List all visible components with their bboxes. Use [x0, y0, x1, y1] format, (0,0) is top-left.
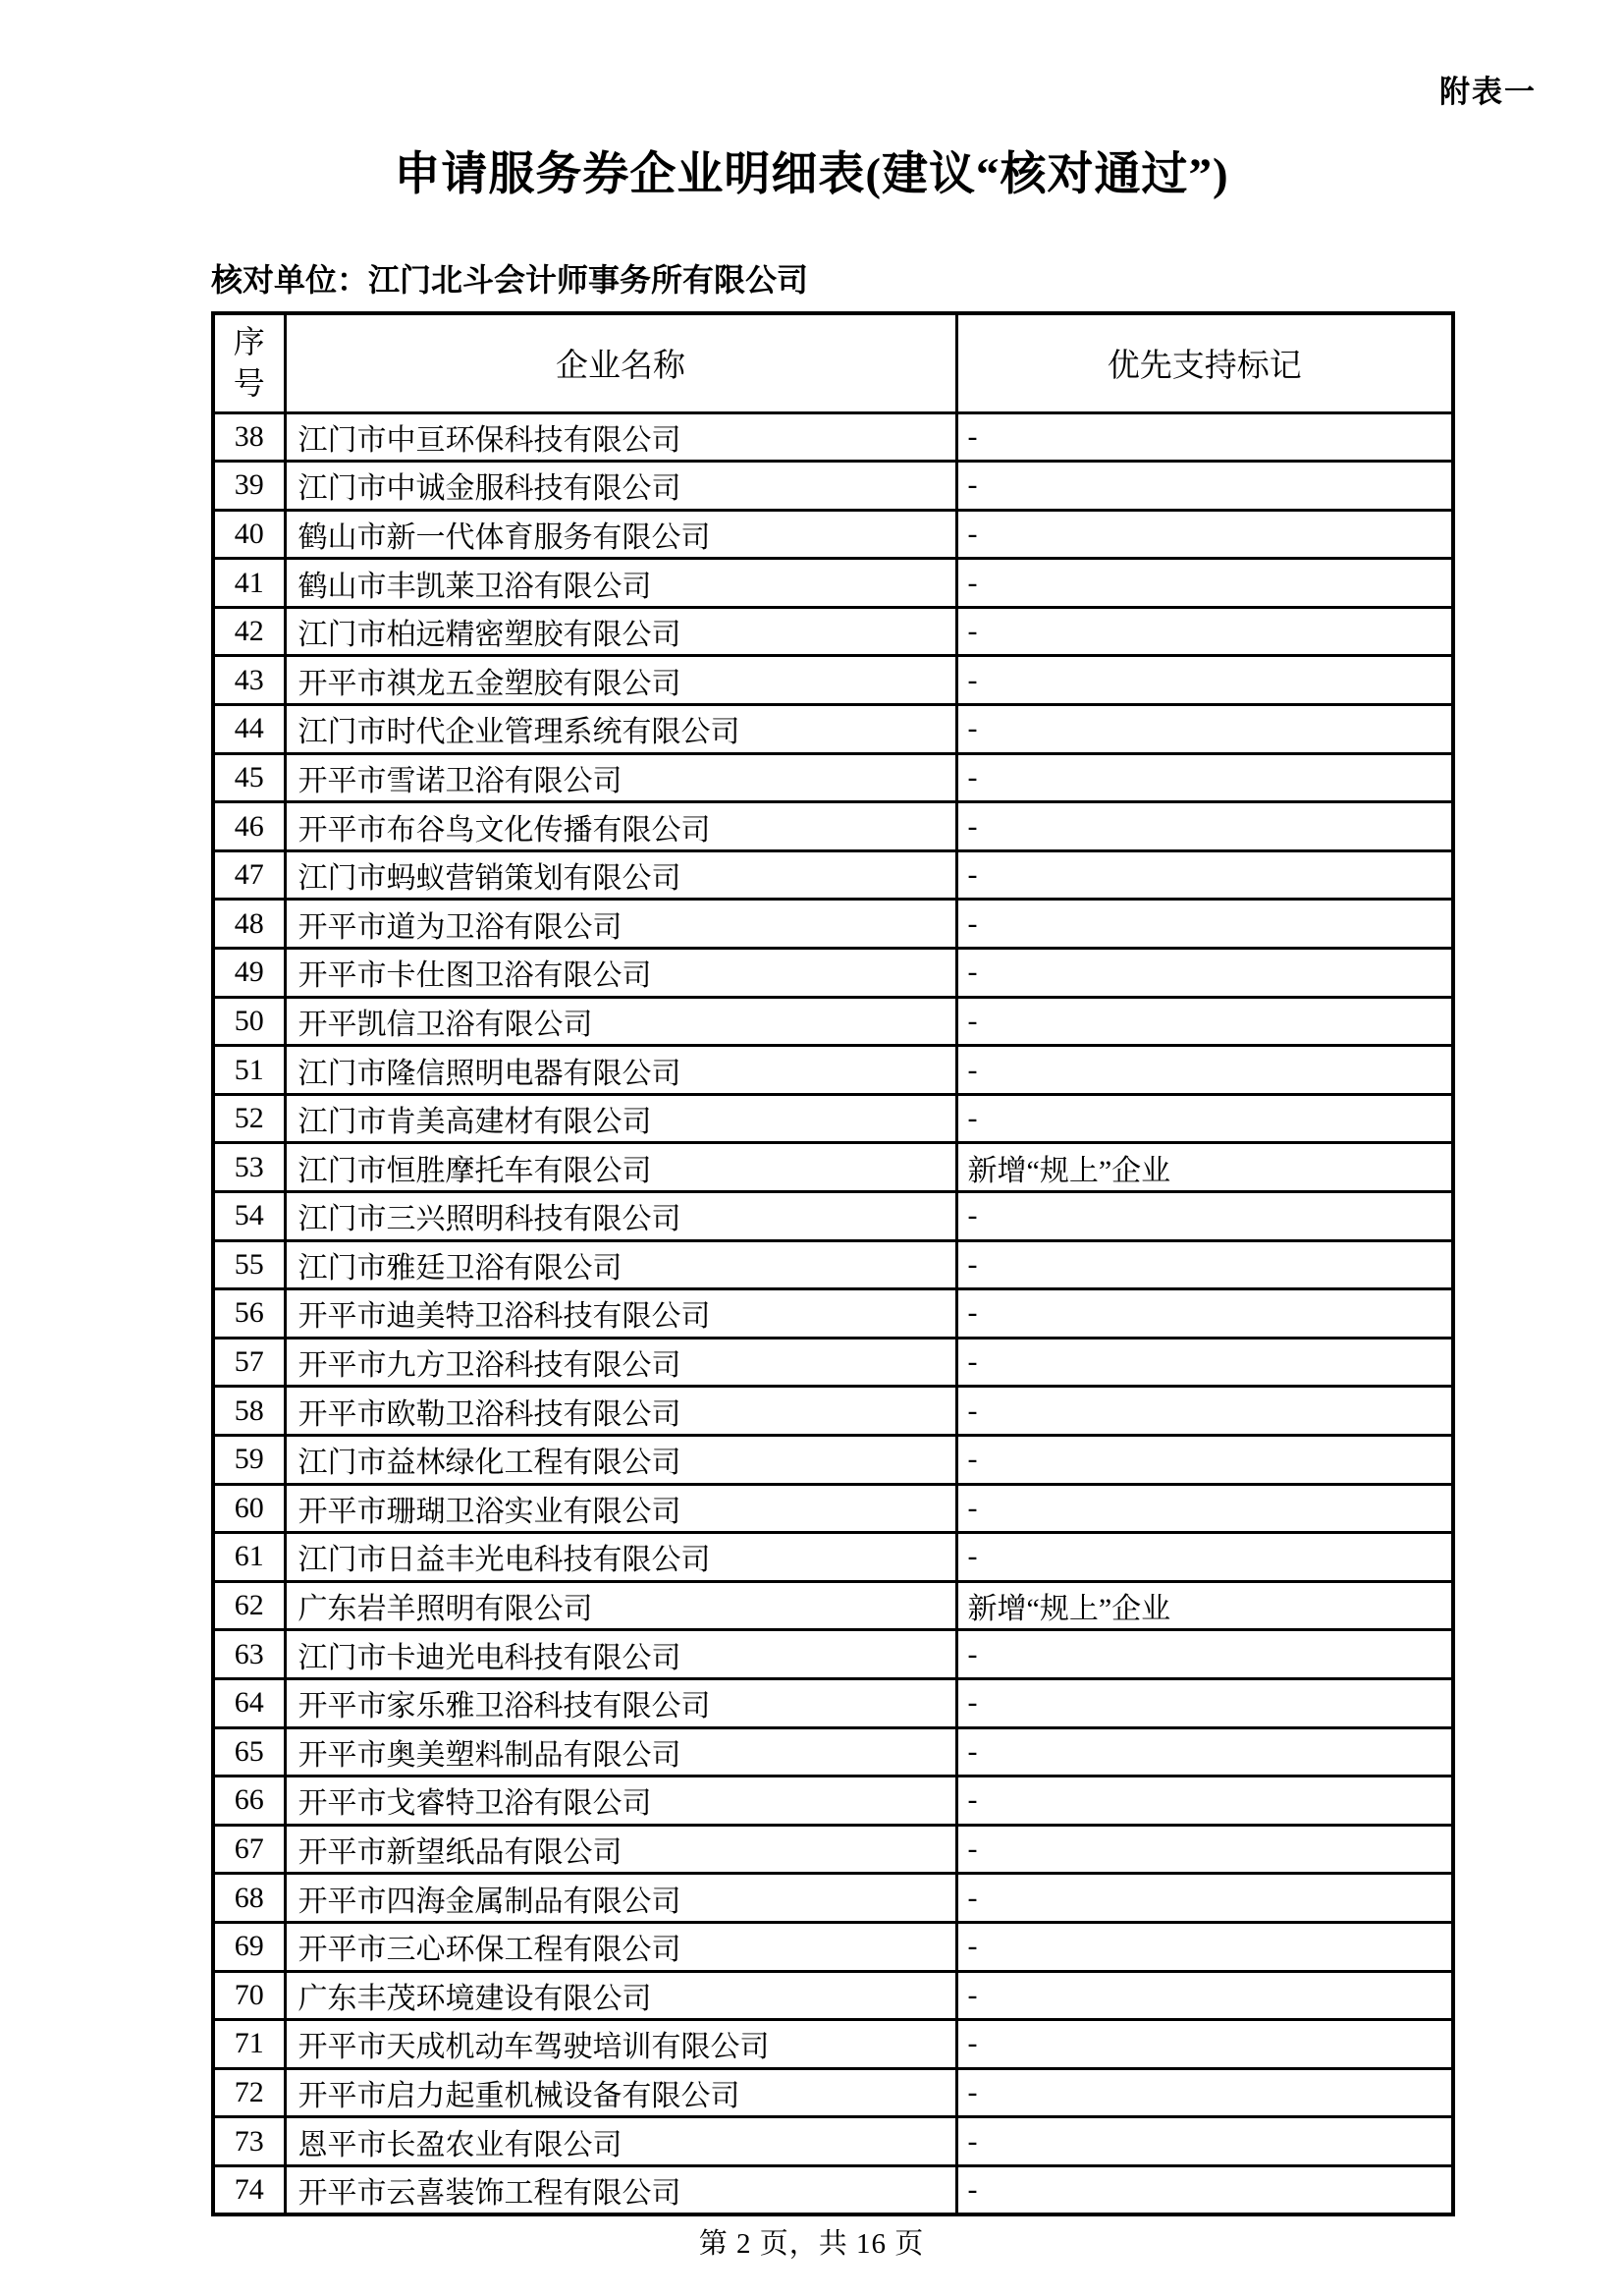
priority-mark-cell: 新增“规上”企业: [956, 1143, 1453, 1192]
priority-mark-cell: -: [956, 656, 1453, 705]
table-row: [213, 1484, 1453, 1533]
company-name-cell: 开平市布谷鸟文化传播有限公司: [285, 802, 956, 851]
company-name-cell: 江门市恒胜摩托车有限公司: [285, 1143, 956, 1192]
priority-mark-cell: -: [956, 1630, 1453, 1679]
serial-number-cell: 46: [213, 802, 285, 851]
company-name-cell: 开平市云喜装饰工程有限公司: [285, 2165, 956, 2214]
serial-number-cell: 53: [213, 1143, 285, 1192]
table-row: [213, 1727, 1453, 1777]
table-row: [213, 997, 1453, 1046]
priority-mark-cell: -: [956, 1874, 1453, 1923]
priority-mark-cell: -: [956, 412, 1453, 462]
table-row: [213, 1825, 1453, 1874]
company-name-cell: 江门市日益丰光电科技有限公司: [285, 1533, 956, 1582]
table-row: [213, 2020, 1453, 2069]
serial-number-cell: 66: [213, 1777, 285, 1826]
serial-number-cell: 40: [213, 510, 285, 559]
priority-mark-cell: -: [956, 607, 1453, 656]
table-row: [213, 559, 1453, 608]
table-row: [213, 850, 1453, 900]
serial-number-cell: 57: [213, 1338, 285, 1387]
company-name-cell: 广东岩羊照明有限公司: [285, 1581, 956, 1630]
serial-number-cell: 65: [213, 1727, 285, 1777]
company-name-cell: 开平市启力起重机械设备有限公司: [285, 2068, 956, 2117]
table-row: [213, 1922, 1453, 1971]
header-serial-number: [213, 313, 285, 412]
priority-mark-cell: -: [956, 1484, 1453, 1533]
serial-number-cell: 63: [213, 1630, 285, 1679]
serial-number-cell: 39: [213, 462, 285, 511]
header-row: [213, 313, 1453, 412]
company-name-cell: 鹤山市丰凯莱卫浴有限公司: [285, 559, 956, 608]
serial-number-cell: 72: [213, 2068, 285, 2117]
table-row: [213, 1289, 1453, 1339]
table-row: [213, 1777, 1453, 1826]
priority-mark-cell: -: [956, 1387, 1453, 1436]
priority-mark-cell: 新增“规上”企业: [956, 1581, 1453, 1630]
table-row: [213, 2117, 1453, 2166]
serial-number-cell: 64: [213, 1678, 285, 1727]
table-row: [213, 705, 1453, 754]
company-table-body: [213, 412, 1453, 2214]
company-name-cell: 开平凯信卫浴有限公司: [285, 997, 956, 1046]
company-name-cell: 江门市柏远精密塑胶有限公司: [285, 607, 956, 656]
table-row: [213, 1630, 1453, 1679]
company-name-cell: 广东丰茂环境建设有限公司: [285, 1971, 956, 2020]
company-name-cell: 江门市肯美高建材有限公司: [285, 1094, 956, 1143]
serial-number-cell: 50: [213, 997, 285, 1046]
table-row: [213, 656, 1453, 705]
page-footer: 第 2 页，共 16 页: [698, 2228, 925, 2260]
priority-mark-cell: -: [956, 1971, 1453, 2020]
serial-number-cell: 74: [213, 2165, 285, 2214]
table-row: [213, 753, 1453, 802]
serial-number-cell: 44: [213, 705, 285, 754]
table-row: [213, 1678, 1453, 1727]
company-name-cell: 开平市三心环保工程有限公司: [285, 1922, 956, 1971]
company-name-cell: 开平市四海金属制品有限公司: [285, 1874, 956, 1923]
company-table-header: [213, 313, 1453, 412]
serial-number-cell: 55: [213, 1240, 285, 1289]
priority-mark-cell: -: [956, 1435, 1453, 1484]
serial-number-cell: 58: [213, 1387, 285, 1436]
priority-mark-cell: -: [956, 559, 1453, 608]
serial-number-cell: 69: [213, 1922, 285, 1971]
priority-mark-cell: -: [956, 1533, 1453, 1582]
checker-label: 核对单位：: [211, 262, 369, 298]
priority-mark-cell: -: [956, 2165, 1453, 2214]
priority-mark-cell: -: [956, 2020, 1453, 2069]
company-name-cell: 开平市祺龙五金塑胶有限公司: [285, 656, 956, 705]
company-name-cell: 江门市隆信照明电器有限公司: [285, 1046, 956, 1095]
serial-number-cell: 67: [213, 1825, 285, 1874]
priority-mark-cell: -: [956, 1727, 1453, 1777]
priority-mark-cell: -: [956, 802, 1453, 851]
serial-number-cell: 41: [213, 559, 285, 608]
header-company-name: 企业名称: [285, 313, 956, 412]
company-name-cell: 开平市欧勒卫浴科技有限公司: [285, 1387, 956, 1436]
priority-mark-cell: -: [956, 705, 1453, 754]
table-row: [213, 949, 1453, 998]
priority-mark-cell: -: [956, 1192, 1453, 1241]
company-name-cell: 开平市道为卫浴有限公司: [285, 900, 956, 949]
priority-mark-cell: -: [956, 1240, 1453, 1289]
priority-mark-cell: -: [956, 1046, 1453, 1095]
table-row: [213, 1435, 1453, 1484]
serial-number-cell: 70: [213, 1971, 285, 2020]
serial-number-cell: 38: [213, 412, 285, 462]
priority-mark-cell: -: [956, 1094, 1453, 1143]
priority-mark-cell: -: [956, 1678, 1453, 1727]
serial-number-cell: 56: [213, 1289, 285, 1339]
priority-mark-cell: -: [956, 1289, 1453, 1339]
table-row: [213, 1094, 1453, 1143]
serial-number-cell: 71: [213, 2020, 285, 2069]
priority-mark-cell: -: [956, 850, 1453, 900]
table-row: [213, 802, 1453, 851]
company-name-cell: 开平市家乐雅卫浴科技有限公司: [285, 1678, 956, 1727]
serial-number-cell: 68: [213, 1874, 285, 1923]
company-table: [211, 311, 1455, 2216]
company-name-cell: 江门市雅廷卫浴有限公司: [285, 1240, 956, 1289]
company-name-cell: 江门市三兴照明科技有限公司: [285, 1192, 956, 1241]
priority-mark-cell: -: [956, 2068, 1453, 2117]
serial-number-cell: 47: [213, 850, 285, 900]
serial-number-cell: 61: [213, 1533, 285, 1582]
company-name-cell: 江门市卡迪光电科技有限公司: [285, 1630, 956, 1679]
priority-mark-cell: -: [956, 1338, 1453, 1387]
serial-number-cell: 59: [213, 1435, 285, 1484]
table-row: [213, 412, 1453, 462]
table-row: [213, 1387, 1453, 1436]
company-name-cell: 开平市雪诺卫浴有限公司: [285, 753, 956, 802]
table-row: [213, 1240, 1453, 1289]
priority-mark-cell: -: [956, 900, 1453, 949]
priority-mark-cell: -: [956, 2117, 1453, 2166]
company-name-cell: 开平市九方卫浴科技有限公司: [285, 1338, 956, 1387]
serial-number-cell: 51: [213, 1046, 285, 1095]
serial-number-cell: 45: [213, 753, 285, 802]
serial-number-cell: 43: [213, 656, 285, 705]
priority-mark-cell: -: [956, 1777, 1453, 1826]
company-name-cell: 江门市中亘环保科技有限公司: [285, 412, 956, 462]
serial-number-cell: 52: [213, 1094, 285, 1143]
page-title: 申请服务券企业明细表(建议“核对通过”): [394, 149, 1229, 200]
priority-mark-cell: -: [956, 462, 1453, 511]
table-row: [213, 900, 1453, 949]
company-name-cell: 开平市天成机动车驾驶培训有限公司: [285, 2020, 956, 2069]
priority-mark-cell: -: [956, 997, 1453, 1046]
table-row: [213, 607, 1453, 656]
company-name-cell: 开平市奥美塑料制品有限公司: [285, 1727, 956, 1777]
priority-mark-cell: -: [956, 753, 1453, 802]
table-row: [213, 1143, 1453, 1192]
serial-number-cell: 73: [213, 2117, 285, 2166]
table-row: [213, 1192, 1453, 1241]
company-name-cell: 江门市益林绿化工程有限公司: [285, 1435, 956, 1484]
priority-mark-cell: -: [956, 1922, 1453, 1971]
company-name-cell: 鹤山市新一代体育服务有限公司: [285, 510, 956, 559]
header-serial-number-label: 序号: [233, 324, 265, 401]
priority-mark-cell: -: [956, 1825, 1453, 1874]
company-name-cell: 开平市珊瑚卫浴实业有限公司: [285, 1484, 956, 1533]
table-row: [213, 2068, 1453, 2117]
serial-number-cell: 54: [213, 1192, 285, 1241]
company-name-cell: 江门市蚂蚁营销策划有限公司: [285, 850, 956, 900]
table-row: [213, 1046, 1453, 1095]
company-name-cell: 江门市中诚金服科技有限公司: [285, 462, 956, 511]
table-row: [213, 462, 1453, 511]
serial-number-cell: 48: [213, 900, 285, 949]
company-name-cell: 恩平市长盈农业有限公司: [285, 2117, 956, 2166]
table-row: [213, 2165, 1453, 2214]
header-priority-mark: 优先支持标记: [956, 313, 1453, 412]
company-name-cell: 开平市卡仕图卫浴有限公司: [285, 949, 956, 998]
company-name-cell: 开平市迪美特卫浴科技有限公司: [285, 1289, 956, 1339]
priority-mark-cell: -: [956, 949, 1453, 998]
table-row: [213, 1581, 1453, 1630]
company-name-cell: 江门市时代企业管理系统有限公司: [285, 705, 956, 754]
serial-number-cell: 42: [213, 607, 285, 656]
annex-label: 附表一: [1439, 75, 1537, 109]
table-row: [213, 1971, 1453, 2020]
checker-value: 江门北斗会计师事务所有限公司: [368, 262, 809, 298]
checker-line: [211, 255, 808, 301]
company-name-cell: 开平市新望纸品有限公司: [285, 1825, 956, 1874]
table-row: [213, 1874, 1453, 1923]
table-row: [213, 510, 1453, 559]
serial-number-cell: 62: [213, 1581, 285, 1630]
serial-number-cell: 49: [213, 949, 285, 998]
priority-mark-cell: -: [956, 510, 1453, 559]
company-name-cell: 开平市戈睿特卫浴有限公司: [285, 1777, 956, 1826]
serial-number-cell: 60: [213, 1484, 285, 1533]
table-row: [213, 1338, 1453, 1387]
table-row: [213, 1533, 1453, 1582]
